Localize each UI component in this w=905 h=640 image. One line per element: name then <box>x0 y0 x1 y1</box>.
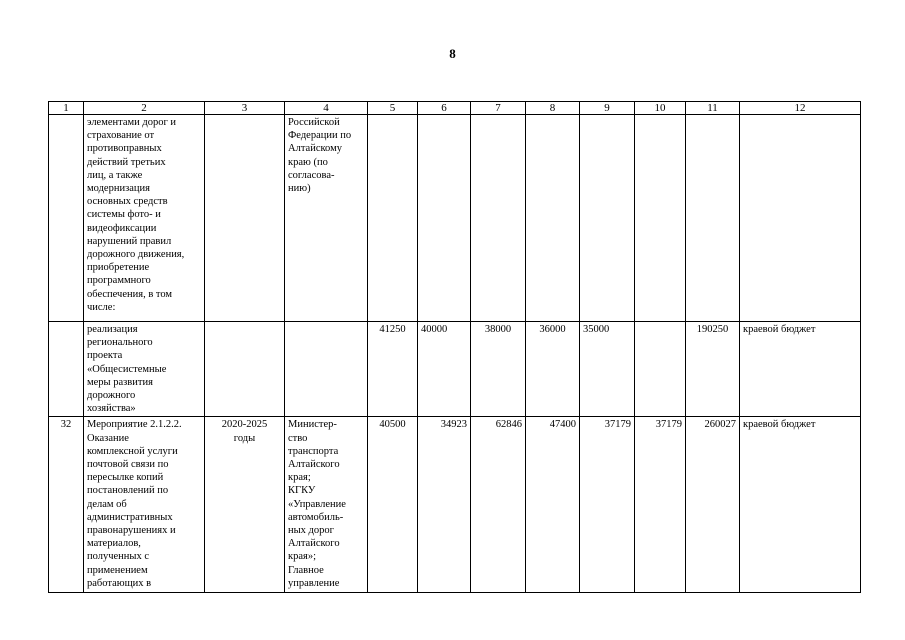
column-header: 4 <box>285 102 368 115</box>
value-cell <box>635 322 686 417</box>
value-cell: 34923 <box>418 417 471 593</box>
value-cell: 37179 <box>580 417 635 593</box>
column-header: 11 <box>686 102 740 115</box>
value-cell <box>471 115 526 322</box>
table-row <box>49 322 861 417</box>
source-cell <box>740 115 861 322</box>
table-row <box>49 115 861 322</box>
value-cell: 62846 <box>471 417 526 593</box>
row-number-cell <box>49 115 84 322</box>
column-header: 2 <box>84 102 205 115</box>
activity-name-cell: элементами дорог и страхование от противоправных действий третьих лиц, а также модернизация основных средств системы фото- и видеофиксации нарушений правил дорожного движения, приобретение программного обеспечения, в том числе: <box>84 115 205 322</box>
value-cell <box>635 115 686 322</box>
value-cell: 40500 <box>368 417 418 593</box>
source-cell: краевой бюджет <box>740 417 861 593</box>
executor-cell: Российской Федерации по Алтайскому краю (по согласова- нию) <box>285 115 368 322</box>
value-cell <box>368 115 418 322</box>
activity-name-cell: реализация регионального проекта «Общесистемные меры развития дорожного хозяйства» <box>84 322 205 417</box>
column-header: 12 <box>740 102 861 115</box>
column-header: 3 <box>205 102 285 115</box>
value-cell: 47400 <box>526 417 580 593</box>
table-header-row <box>49 102 861 115</box>
page-number: 8 <box>449 46 456 61</box>
row-number-cell <box>49 322 84 417</box>
source-cell: краевой бюджет <box>740 322 861 417</box>
activity-name-cell: Мероприятие 2.1.2.2. Оказание комплексной услуги почтовой связи по пересылке копий постановлений по делам об административных правонарушениях и материалов, полученных с применением работающих в <box>84 417 205 593</box>
column-header: 6 <box>418 102 471 115</box>
program-table <box>48 101 861 593</box>
period-cell <box>205 115 285 322</box>
value-cell: 41250 <box>368 322 418 417</box>
column-header: 10 <box>635 102 686 115</box>
value-cell <box>418 115 471 322</box>
total-cell: 190250 <box>686 322 740 417</box>
executor-cell <box>285 322 368 417</box>
period-cell: 2020-2025 годы <box>205 417 285 593</box>
total-cell: 260027 <box>686 417 740 593</box>
value-cell: 36000 <box>526 322 580 417</box>
total-cell <box>686 115 740 322</box>
row-number-cell: 32 <box>49 417 84 593</box>
table-row <box>49 417 861 593</box>
column-header: 8 <box>526 102 580 115</box>
executor-cell: Министер- ство транспорта Алтайского края; КГКУ «Управление автомобиль- ных дорог Алтайского края»; Главное управление <box>285 417 368 593</box>
value-cell: 40000 <box>418 322 471 417</box>
column-header: 5 <box>368 102 418 115</box>
value-cell <box>526 115 580 322</box>
column-header: 9 <box>580 102 635 115</box>
value-cell: 38000 <box>471 322 526 417</box>
value-cell: 35000 <box>580 322 635 417</box>
period-cell <box>205 322 285 417</box>
column-header: 1 <box>49 102 84 115</box>
column-header: 7 <box>471 102 526 115</box>
value-cell <box>580 115 635 322</box>
value-cell: 37179 <box>635 417 686 593</box>
